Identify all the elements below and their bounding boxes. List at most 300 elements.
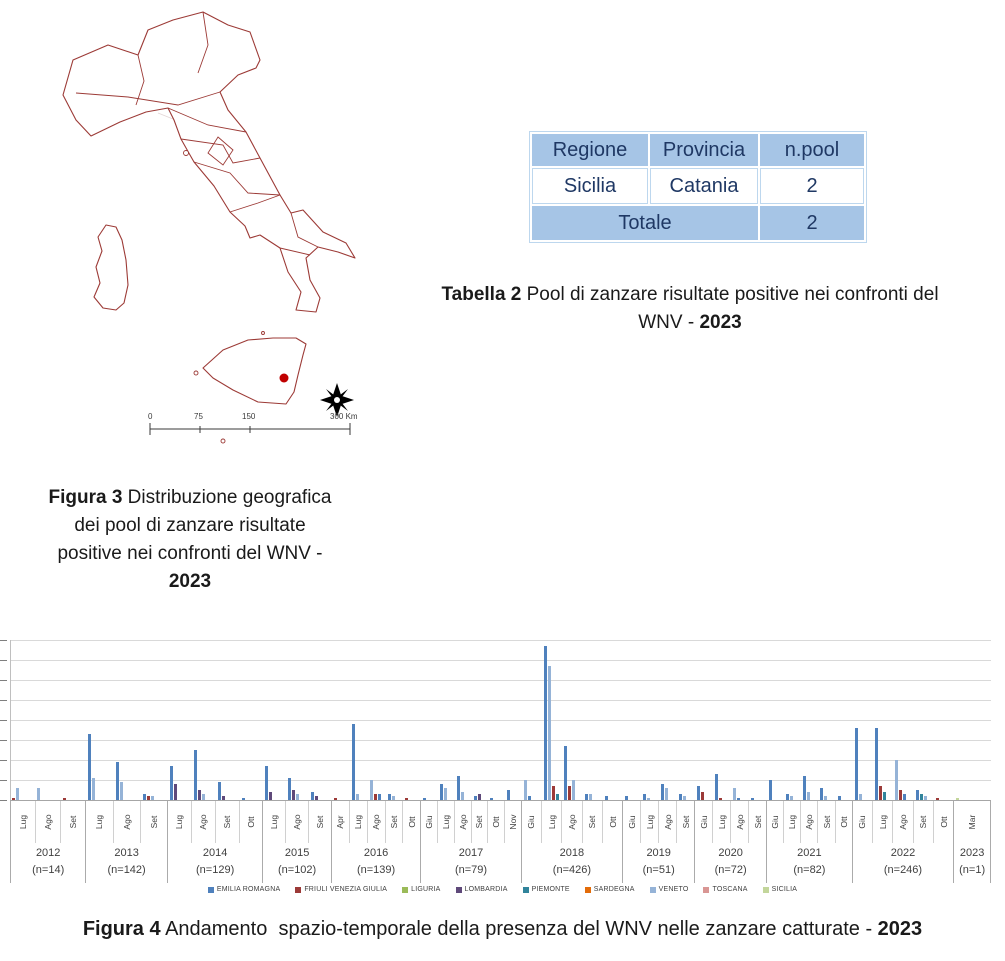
sample-size-label: (n=139) [356, 864, 396, 876]
bar-er [838, 796, 841, 800]
bar-fvg [568, 786, 571, 800]
month-cell [695, 640, 713, 800]
bar-fvg [334, 798, 337, 800]
month-label [11, 801, 36, 843]
month-label [332, 801, 350, 843]
bar-er [661, 784, 664, 800]
month-label [192, 801, 216, 843]
month-label-text: Ott [406, 816, 417, 828]
month-cell [641, 640, 659, 800]
month-label [488, 801, 505, 843]
month-label-row [853, 801, 954, 843]
month-label-text: Ago [121, 814, 132, 830]
sample-size-label: (n=79) [454, 864, 488, 876]
bar-lom [174, 784, 177, 800]
year-label: 2022 [890, 847, 916, 859]
month-label [731, 801, 749, 843]
month-label [583, 801, 603, 843]
bar-er [564, 746, 567, 800]
month-label [853, 801, 873, 843]
month-label [505, 801, 521, 843]
month-label-text: Nov [507, 814, 518, 830]
month-label-text: Set [314, 815, 325, 829]
italy-map [58, 5, 370, 467]
bar-lom [478, 794, 481, 800]
month-label [216, 801, 240, 843]
bar-ven [120, 782, 123, 800]
legend-item-ven [650, 886, 689, 893]
legend-label: VENETO [658, 886, 689, 893]
month-cell [192, 640, 216, 800]
month-label-row [263, 801, 330, 843]
year-group-2017 [421, 640, 521, 883]
month-cell [914, 640, 934, 800]
legend-swatch [763, 887, 769, 893]
positive-pools-table [529, 131, 867, 243]
chart-plot-wrapper [10, 640, 991, 883]
table-total-row [532, 206, 864, 240]
month-cell [240, 640, 264, 800]
month-label [893, 801, 913, 843]
header-provincia: Provincia [650, 134, 758, 166]
month-label-text: Ott [245, 816, 256, 828]
y-axis-tick [0, 800, 7, 801]
legend-label: LIGURIA [411, 886, 441, 893]
legend-label: SICILIA [771, 886, 798, 893]
month-cell [61, 640, 86, 800]
bar-er [388, 794, 391, 800]
group-labels [767, 801, 853, 883]
bar-ven [37, 788, 40, 800]
bars-row [695, 640, 767, 801]
month-label-text: Giu [770, 815, 781, 829]
month-label-text: Ago [804, 814, 815, 830]
legend-item-sic [763, 886, 798, 893]
bar-er [116, 762, 119, 800]
month-label [240, 801, 263, 843]
bar-er [625, 796, 628, 800]
month-label [818, 801, 835, 843]
tabella2-text: Pool di zanzare risultate positive nei confronti del WNV - [521, 284, 944, 333]
bar-ven [16, 788, 19, 800]
month-label-text: Lug [546, 814, 557, 830]
month-label [455, 801, 472, 843]
bar-fvg [552, 786, 555, 800]
month-label [873, 801, 893, 843]
month-cell [583, 640, 603, 800]
bar-ven [548, 666, 551, 800]
month-label [801, 801, 818, 843]
bar-fvg [719, 798, 722, 800]
group-labels [168, 801, 264, 883]
bar-ven [733, 788, 736, 800]
year-group-2020 [695, 640, 767, 883]
group-labels [623, 801, 695, 883]
month-cell [767, 640, 784, 800]
legend-item-tos [703, 886, 747, 893]
group-labels [263, 801, 331, 883]
y-axis-tick [0, 720, 7, 721]
sample-size-label: (n=72) [714, 864, 747, 876]
month-label [263, 801, 286, 843]
month-label [286, 801, 309, 843]
legend-swatch [703, 887, 709, 893]
month-label-row [168, 801, 263, 843]
bar-er [751, 798, 754, 800]
year-group-2018 [522, 640, 624, 883]
bar-fvg [701, 792, 704, 800]
month-label-text: Ago [662, 814, 673, 830]
month-label [403, 801, 420, 843]
month-label-row [767, 801, 852, 843]
bars-row [86, 640, 167, 801]
bars-row [168, 640, 264, 801]
group-labels [421, 801, 521, 883]
legend-item-lom [456, 886, 508, 893]
scale-label-300: 300 Km [330, 412, 358, 421]
bar-er [440, 784, 443, 800]
month-label [767, 801, 784, 843]
year-label: 2016 [363, 847, 389, 859]
legend-label: FRIULI VENEZIA GIULIA [304, 886, 388, 893]
bar-fvg [374, 794, 377, 800]
bar-ven [370, 780, 373, 800]
bars-row [263, 640, 331, 801]
month-cell [713, 640, 731, 800]
year-label: 2012 [35, 847, 61, 859]
bar-ven [92, 778, 95, 800]
bar-ven [647, 798, 650, 800]
month-label-text: Ago [566, 814, 577, 830]
month-label-text: Apr [335, 815, 346, 829]
tabella2-label: Tabella 2 [441, 284, 522, 305]
month-label-row [522, 801, 623, 843]
cell-provincia: Catania [650, 168, 758, 204]
y-axis-tick [0, 760, 7, 761]
cell-npool: 2 [760, 168, 864, 204]
bar-lom [292, 790, 295, 800]
month-label-text: Ago [734, 814, 745, 830]
month-cell [168, 640, 192, 800]
month-cell [141, 640, 168, 800]
bar-er [474, 796, 477, 800]
month-cell [954, 640, 991, 800]
month-cell [562, 640, 582, 800]
legend-item-er [208, 886, 280, 893]
bar-ven [790, 796, 793, 800]
italy-map-figure [58, 5, 370, 467]
month-label [472, 801, 489, 843]
month-label-row [695, 801, 766, 843]
month-label [86, 801, 113, 843]
year-group-2021 [767, 640, 853, 883]
bar-er [605, 796, 608, 800]
month-label-text: Set [148, 815, 159, 829]
bar-er [786, 794, 789, 800]
bar-er [352, 724, 355, 800]
bar-ven [895, 760, 898, 800]
month-cell [35, 640, 60, 800]
month-label [350, 801, 368, 843]
sample-size-label: (n=142) [107, 864, 146, 876]
month-label [421, 801, 438, 843]
bar-er [378, 794, 381, 800]
month-cell [836, 640, 853, 800]
bars-row [332, 640, 422, 801]
bar-er [803, 776, 806, 800]
month-cell [853, 640, 873, 800]
month-label [914, 801, 934, 843]
sample-size-label: (n=1) [959, 864, 986, 876]
month-label [386, 801, 404, 843]
month-label [368, 801, 386, 843]
bar-er [242, 798, 245, 800]
bar-ven [589, 794, 592, 800]
bar-er [311, 792, 314, 800]
y-axis-tick [0, 640, 7, 641]
bar-er [679, 794, 682, 800]
month-label [677, 801, 694, 843]
group-labels [86, 801, 167, 883]
figura3-year: 2023 [168, 571, 212, 592]
bar-er [457, 776, 460, 800]
bar-ven [392, 796, 395, 800]
month-label [168, 801, 192, 843]
year-label: 2017 [458, 847, 484, 859]
year-label: 2021 [797, 847, 822, 859]
group-labels [522, 801, 624, 883]
month-cell [455, 640, 472, 800]
month-cell [784, 640, 801, 800]
month-label-text: Lug [94, 814, 105, 830]
bar-pie [556, 794, 559, 800]
month-cell [522, 640, 542, 800]
chart-legend [0, 886, 1005, 893]
month-cell [114, 640, 141, 800]
month-label-text: Ago [292, 814, 303, 830]
month-cell [350, 640, 368, 800]
tabella2-caption [430, 281, 950, 337]
figura4-year: 2023 [877, 918, 923, 940]
bar-er [265, 766, 268, 800]
month-label-text: Giu [424, 815, 435, 829]
group-labels [695, 801, 767, 883]
month-label [562, 801, 582, 843]
year-label: 2023 [959, 847, 985, 859]
month-label-row [954, 801, 990, 843]
legend-swatch [456, 887, 462, 893]
bar-fvg [899, 790, 902, 800]
y-axis-tick [0, 780, 7, 781]
positive-pool-marker [280, 374, 289, 383]
year-group-2012 [10, 640, 86, 883]
bar-er [585, 794, 588, 800]
month-label-text: Lug [18, 814, 29, 830]
bar-lom [198, 790, 201, 800]
month-cell [801, 640, 818, 800]
sample-size-label: (n=129) [196, 864, 235, 876]
month-label-text: Ott [607, 816, 618, 828]
bar-ven [807, 792, 810, 800]
month-label [713, 801, 731, 843]
legend-item-sar [585, 886, 635, 893]
group-labels [954, 801, 991, 883]
month-cell [332, 640, 350, 800]
bar-ven [356, 794, 359, 800]
bar-ven [572, 780, 575, 800]
table-header-row [532, 134, 864, 166]
figura4-caption [0, 918, 1005, 941]
bars-row [10, 640, 86, 801]
month-cell [386, 640, 404, 800]
legend-item-lig [402, 886, 440, 893]
month-cell [86, 640, 113, 800]
month-label [141, 801, 167, 843]
month-cell [934, 640, 954, 800]
month-label-text: Lug [787, 814, 798, 830]
bar-ven [202, 794, 205, 800]
scale-bar [150, 423, 350, 435]
bar-ven [683, 796, 686, 800]
header-npool: n.pool [760, 134, 864, 166]
month-label-text: Giu [526, 815, 537, 829]
sardinia-outline [94, 225, 128, 310]
bar-er [528, 796, 531, 800]
legend-swatch [402, 887, 408, 893]
month-label-text: Lug [877, 814, 888, 830]
legend-label: SARDEGNA [593, 886, 635, 893]
bar-er [490, 798, 493, 800]
month-cell [818, 640, 835, 800]
month-label-text: Ago [371, 814, 382, 830]
month-label-text: Ott [838, 816, 849, 828]
month-label-text: Set [752, 815, 763, 829]
month-label-text: Set [474, 815, 485, 829]
scale-bar-labels [148, 412, 358, 421]
bar-er [507, 790, 510, 800]
month-cell [893, 640, 913, 800]
legend-item-fvg [295, 886, 387, 893]
sample-size-label: (n=82) [793, 864, 826, 876]
month-cell [677, 640, 695, 800]
y-axis-tick [0, 700, 7, 701]
sicily-outline [203, 338, 306, 404]
legend-swatch [585, 887, 591, 893]
bar-er [903, 794, 906, 800]
sample-size-label: (n=51) [642, 864, 675, 876]
year-label: 2014 [202, 847, 228, 859]
month-cell [368, 640, 386, 800]
chart-year-groups [10, 640, 991, 883]
year-label: 2018 [559, 847, 585, 859]
month-cell [603, 640, 623, 800]
total-value: 2 [760, 206, 864, 240]
y-axis-tick [0, 740, 7, 741]
month-cell [542, 640, 562, 800]
month-cell [623, 640, 641, 800]
month-cell [472, 640, 489, 800]
month-cell [403, 640, 421, 800]
y-axis-tick [0, 680, 7, 681]
month-label-text: Ago [198, 814, 209, 830]
bar-er [715, 774, 718, 800]
bars-row [767, 640, 853, 801]
month-label [749, 801, 766, 843]
year-label: 2013 [114, 847, 139, 859]
year-group-2023 [954, 640, 991, 883]
bar-er [88, 734, 91, 800]
bar-ven [824, 796, 827, 800]
month-label-text: Lug [644, 814, 655, 830]
month-label-text: Lug [716, 814, 727, 830]
bar-er [170, 766, 173, 800]
bar-er [769, 780, 772, 800]
bar-lom [269, 792, 272, 800]
group-labels [332, 801, 422, 883]
header-regione: Regione [532, 134, 648, 166]
cell-regione: Sicilia [532, 168, 648, 204]
month-cell [873, 640, 893, 800]
bar-er [855, 728, 858, 800]
bar-pie [883, 792, 886, 800]
bars-row [421, 640, 521, 801]
bar-lom [222, 796, 225, 800]
bar-fvg [405, 798, 408, 800]
legend-swatch [208, 887, 214, 893]
month-label-row [11, 801, 85, 843]
bar-er [288, 778, 291, 800]
month-label-text: Ott [938, 816, 949, 828]
legend-label: LOMBARDIA [464, 886, 508, 893]
month-label-text: Lug [269, 814, 280, 830]
year-group-2014 [168, 640, 264, 883]
year-label: 2015 [284, 847, 310, 859]
month-label-text: Giu [857, 815, 868, 829]
figura3-caption [40, 484, 340, 596]
month-cell [263, 640, 286, 800]
bar-er [697, 786, 700, 800]
legend-swatch [650, 887, 656, 893]
year-group-2013 [86, 640, 167, 883]
bar-er [544, 646, 547, 800]
month-label-text: Giu [698, 815, 709, 829]
bar-er [916, 790, 919, 800]
bar-er [194, 750, 197, 800]
group-labels [853, 801, 955, 883]
month-label-text: Ott [491, 816, 502, 828]
month-cell [286, 640, 309, 800]
bars-row [954, 640, 991, 801]
month-label [603, 801, 622, 843]
month-cell [488, 640, 505, 800]
figura3-text: Distribuzione geografica dei pool di zanzare risultate positive nei confronti del WNV - [57, 487, 337, 564]
month-label-text: Set [388, 815, 399, 829]
month-label-text: Set [222, 815, 233, 829]
month-label-text: Lug [353, 814, 364, 830]
bar-lom [315, 796, 318, 800]
bar-ven [151, 796, 154, 800]
group-labels [10, 801, 86, 883]
bar-fvg [879, 786, 882, 800]
month-label-text: Ago [457, 814, 468, 830]
month-cell [749, 640, 767, 800]
scale-label-0: 0 [148, 412, 153, 421]
sample-size-label: (n=246) [883, 864, 923, 876]
month-label [114, 801, 141, 843]
year-group-2016 [332, 640, 422, 883]
scale-label-75: 75 [194, 412, 203, 421]
month-cell [10, 640, 35, 800]
